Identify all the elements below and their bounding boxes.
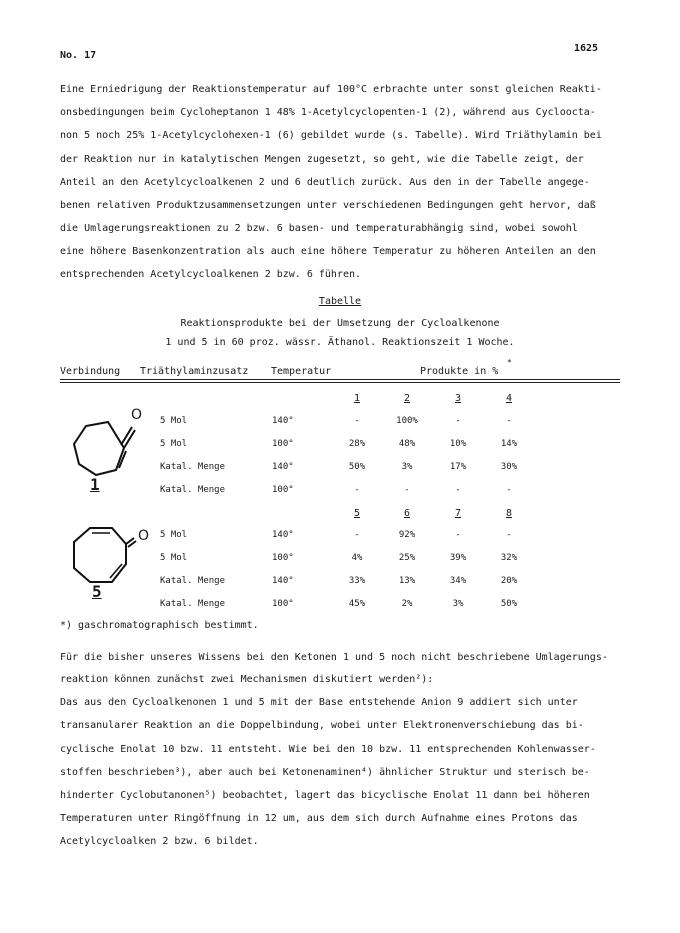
- text-line: eine höhere Basenkonzentration als auch eine höhere Temperatur zu höheren Anteilen an den: [60, 246, 596, 257]
- yield-value: 100%: [396, 416, 418, 426]
- header-footnote-marker: *: [507, 358, 512, 367]
- yield-value: 13%: [398, 576, 416, 586]
- text-line: benen relativen Produktzusammensetzungen unter verschiedenen Bedingungen geht hervor, daß: [60, 200, 596, 211]
- yield-value: 10%: [449, 439, 467, 449]
- yield-value: 45%: [348, 599, 366, 609]
- triethylamine-amount: 5 Mol: [160, 530, 188, 540]
- text-line: der Reaktion nur in katalytischen Mengen zugesetzt, so geht, wie die Tabelle zeigt, der: [60, 154, 584, 165]
- yield-value: 17%: [449, 462, 467, 472]
- text-line: reaktion können zunächst zwei Mechanismen diskutiert werden²):: [60, 674, 434, 685]
- header-products: Produkte in %: [420, 366, 499, 377]
- temperature-value: 100°: [272, 553, 294, 563]
- text-line: Acetylcycloalken 2 bzw. 6 bildet.: [60, 836, 259, 847]
- text-line: Für die bisher unseres Wissens bei den Ketonen 1 und 5 noch nicht beschriebene Umlagerungs-: [60, 652, 608, 663]
- product-id: 1: [353, 393, 361, 404]
- table-rule: [60, 382, 620, 383]
- triethylamine-amount: Katal. Menge: [160, 462, 226, 472]
- temperature-value: 140°: [272, 416, 294, 426]
- triethylamine-amount: 5 Mol: [160, 439, 188, 449]
- text-line: die Umlagerungsreaktionen zu 2 bzw. 6 basen- und temperaturabhängig sind, wobei sowohl: [60, 223, 578, 234]
- product-id: 4: [505, 393, 513, 404]
- oxygen-atom: O: [131, 407, 143, 423]
- table-caption-line1: Reaktionsprodukte bei der Umsetzung der Cycloalkenone: [180, 318, 500, 329]
- yield-value: 14%: [500, 439, 518, 449]
- triethylamine-amount: Katal. Menge: [160, 485, 226, 495]
- triethylamine-amount: Katal. Menge: [160, 576, 226, 586]
- yield-value: 4%: [351, 553, 363, 563]
- yield-value: 3%: [452, 599, 464, 609]
- yield-value: 28%: [348, 439, 366, 449]
- yield-value: 39%: [449, 553, 467, 563]
- product-id: 3: [454, 393, 462, 404]
- triethylamine-amount: 5 Mol: [160, 416, 188, 426]
- yield-value: -: [506, 416, 512, 426]
- yield-value: 32%: [500, 553, 518, 563]
- temperature-value: 100°: [272, 485, 294, 495]
- table-caption-line2: 1 und 5 in 60 proz. wässr. Äthanol. Reaktionszeit 1 Woche.: [165, 337, 515, 348]
- page-number: 1625: [574, 43, 599, 54]
- table-rule: [60, 379, 620, 380]
- yield-value: 92%: [398, 530, 416, 540]
- triethylamine-amount: 5 Mol: [160, 553, 188, 563]
- yield-value: -: [354, 416, 360, 426]
- yield-value: 50%: [348, 462, 366, 472]
- temperature-value: 140°: [272, 530, 294, 540]
- product-id: 8: [505, 508, 513, 519]
- yield-value: -: [455, 416, 461, 426]
- yield-value: 34%: [449, 576, 467, 586]
- triethylamine-amount: Katal. Menge: [160, 599, 226, 609]
- yield-value: 20%: [500, 576, 518, 586]
- yield-value: 3%: [401, 462, 413, 472]
- text-line: Das aus den Cycloalkenonen 1 und 5 mit der Base entstehende Anion 9 addiert sich unter: [60, 697, 578, 708]
- text-line: transanularer Reaktion an die Doppelbindung, wobei unter Elektronenverschiebung das bi-: [60, 720, 584, 731]
- temperature-value: 140°: [272, 576, 294, 586]
- compound-label: 1: [90, 475, 100, 494]
- text-line: entsprechenden Acetylcycloalkenen 2 bzw. 6 führen.: [60, 269, 362, 280]
- temperature-value: 100°: [272, 599, 294, 609]
- temperature-value: 140°: [272, 462, 294, 472]
- text-line: Anteil an den Acetylcycloalkenen 2 und 6 deutlich zurück. Aus den in der Tabelle angege-: [60, 177, 590, 188]
- product-id: 5: [353, 508, 361, 519]
- compound-label: 5: [92, 582, 102, 601]
- yield-value: 2%: [401, 599, 413, 609]
- header-verbindung: Verbindung: [60, 366, 121, 377]
- text-line: Temperaturen unter Ringöffnung in 12 um, aus dem sich durch Aufnahme eines Protons das: [60, 813, 578, 824]
- text-line: cyclische Enolat 10 bzw. 11 entsteht. Wie bei den 10 bzw. 11 entsprechenden Kohlenwasser-: [60, 744, 596, 755]
- cycloheptenone-structure: [66, 408, 156, 488]
- yield-value: 48%: [398, 439, 416, 449]
- product-id: 6: [403, 508, 411, 519]
- header-temperature: Temperatur: [271, 366, 332, 377]
- yield-value: -: [404, 485, 410, 495]
- yield-value: -: [455, 485, 461, 495]
- text-line: non 5 noch 25% 1-Acetylcyclohexen-1 (6) gebildet wurde (s. Tabelle). Wird Triäthylamin bei: [60, 130, 602, 141]
- text-line: Eine Erniedrigung der Reaktionstemperatur auf 100°C erbrachte unter sonst gleichen Reakti-: [60, 84, 602, 95]
- yield-value: 33%: [348, 576, 366, 586]
- yield-value: -: [455, 530, 461, 540]
- yield-value: -: [354, 530, 360, 540]
- issue-number: No. 17: [60, 50, 97, 61]
- header-triethylamine: Triäthylaminzusatz: [140, 366, 249, 377]
- text-line: onsbedingungen beim Cycloheptanon 1 48% 1-Acetylcyclopenten-1 (2), während aus Cycloocta-: [60, 107, 596, 118]
- text-line: hinderter Cyclobutanonen⁵) beobachtet, lagert das bicyclische Enolat 11 dann bei höheren: [60, 790, 590, 801]
- oxygen-atom: O: [138, 528, 150, 544]
- temperature-value: 100°: [272, 439, 294, 449]
- yield-value: -: [506, 530, 512, 540]
- text-line: stoffen beschrieben³), aber auch bei Ketonenaminen⁴) ähnlicher Struktur und sterisch be-: [60, 767, 590, 778]
- table-footnote: *) gaschromatographisch bestimmt.: [60, 620, 259, 631]
- product-id: 7: [454, 508, 462, 519]
- yield-value: 25%: [398, 553, 416, 563]
- table-title: Tabelle: [318, 296, 362, 307]
- yield-value: -: [354, 485, 360, 495]
- product-id: 2: [403, 393, 411, 404]
- yield-value: -: [506, 485, 512, 495]
- yield-value: 30%: [500, 462, 518, 472]
- yield-value: 50%: [500, 599, 518, 609]
